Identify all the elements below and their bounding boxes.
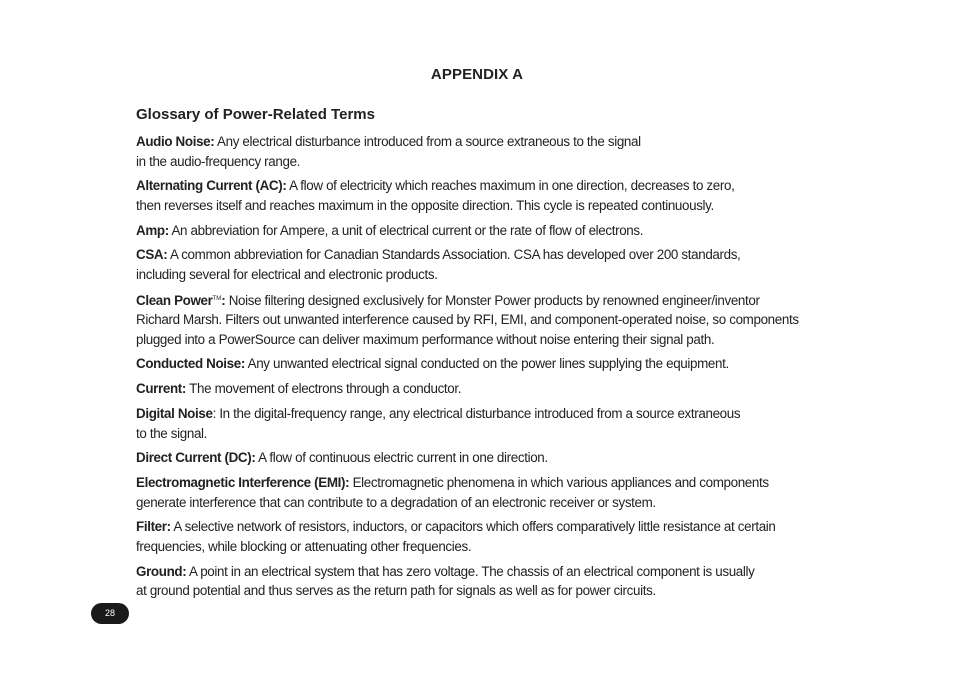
definition-line: Noise filtering designed exclusively for Monster Power products by renowned engineer/inventor xyxy=(228,292,760,308)
definition-line: to the signal. xyxy=(136,425,208,441)
definition-line: A common abbreviation for Canadian Standards Association. CSA has developed over 200 standards, xyxy=(169,247,741,263)
definition-line: The movement of electrons through a conductor. xyxy=(189,381,462,397)
definition-line: A flow of electricity which reaches maximum in one direction, decreases to zero, xyxy=(289,178,735,194)
glossary-term: Filter: xyxy=(136,519,171,535)
glossary-entry xyxy=(136,517,826,556)
glossary-term: Electromagnetic Interference (EMI): xyxy=(136,475,350,491)
glossary-entry xyxy=(136,379,826,399)
glossary-entry xyxy=(136,245,826,284)
definition-line: generate interference that can contribute to a degradation of an electronic receiver or system. xyxy=(136,494,656,510)
glossary-entry xyxy=(136,473,826,512)
definition-line: Any unwanted electrical signal conducted on the power lines supplying the equipment. xyxy=(247,356,729,372)
definition-line: Richard Marsh. Filters out unwanted interference caused by RFI, EMI, and component-operated noise, so components xyxy=(136,312,799,328)
glossary-entry xyxy=(136,176,826,215)
glossary-list xyxy=(136,132,826,606)
glossary-term: Alternating Current (AC): xyxy=(136,178,287,194)
glossary-entry xyxy=(136,562,826,601)
glossary-term: Amp: xyxy=(136,222,169,238)
section-heading: Glossary of Power-Related Terms xyxy=(136,106,375,123)
glossary-term: CSA: xyxy=(136,247,168,263)
glossary-entry xyxy=(136,132,826,171)
glossary-term: Clean Power™: xyxy=(136,292,226,308)
definition-line: Electromagnetic phenomena in which various appliances and components xyxy=(352,475,769,491)
definition-line: In the digital-frequency range, any electrical disturbance introduced from a source extraneous xyxy=(219,406,741,422)
definition-line: then reverses itself and reaches maximum in the opposite direction. This cycle is repeated continuously. xyxy=(136,197,714,213)
term-punctuation: : xyxy=(212,406,216,422)
definition-line: Any electrical disturbance introduced from a source extraneous to the signal xyxy=(217,134,641,149)
glossary-entry xyxy=(136,404,826,443)
definition-line: frequencies, while blocking or attenuating other frequencies. xyxy=(136,538,472,554)
appendix-title: APPENDIX A xyxy=(430,66,524,83)
definition-line: A selective network of resistors, inductors, or capacitors which offers comparatively little resistance at certain xyxy=(173,519,776,535)
glossary-term: Direct Current (DC): xyxy=(136,450,256,466)
glossary-term: Audio Noise: xyxy=(136,134,215,149)
definition-line: at ground potential and thus serves as the return path for signals as well as for power circuits. xyxy=(136,583,656,599)
glossary-entry xyxy=(136,448,826,468)
definition-line: A flow of continuous electric current in one direction. xyxy=(258,450,548,466)
glossary-term: Current: xyxy=(136,381,187,397)
page-number-badge: 28 xyxy=(91,603,129,624)
definition-line: A point in an electrical system that has zero voltage. The chassis of an electrical component is usually xyxy=(189,563,755,579)
definition-line: An abbreviation for Ampere, a unit of electrical current or the rate of flow of electrons. xyxy=(171,222,644,238)
glossary-entry xyxy=(136,290,826,350)
glossary-entry xyxy=(136,354,826,374)
trademark-mark: TM xyxy=(212,295,222,302)
definition-line: in the audio-frequency range. xyxy=(136,153,301,169)
glossary-term: Ground: xyxy=(136,563,187,579)
definition-line: including several for electrical and electronic products. xyxy=(136,266,438,282)
definition-line: plugged into a PowerSource can deliver maximum performance without noise entering their signal path. xyxy=(136,331,715,347)
glossary-term: Digital Noise xyxy=(136,406,213,422)
glossary-term: Conducted Noise: xyxy=(136,356,245,372)
glossary-entry xyxy=(136,221,826,241)
